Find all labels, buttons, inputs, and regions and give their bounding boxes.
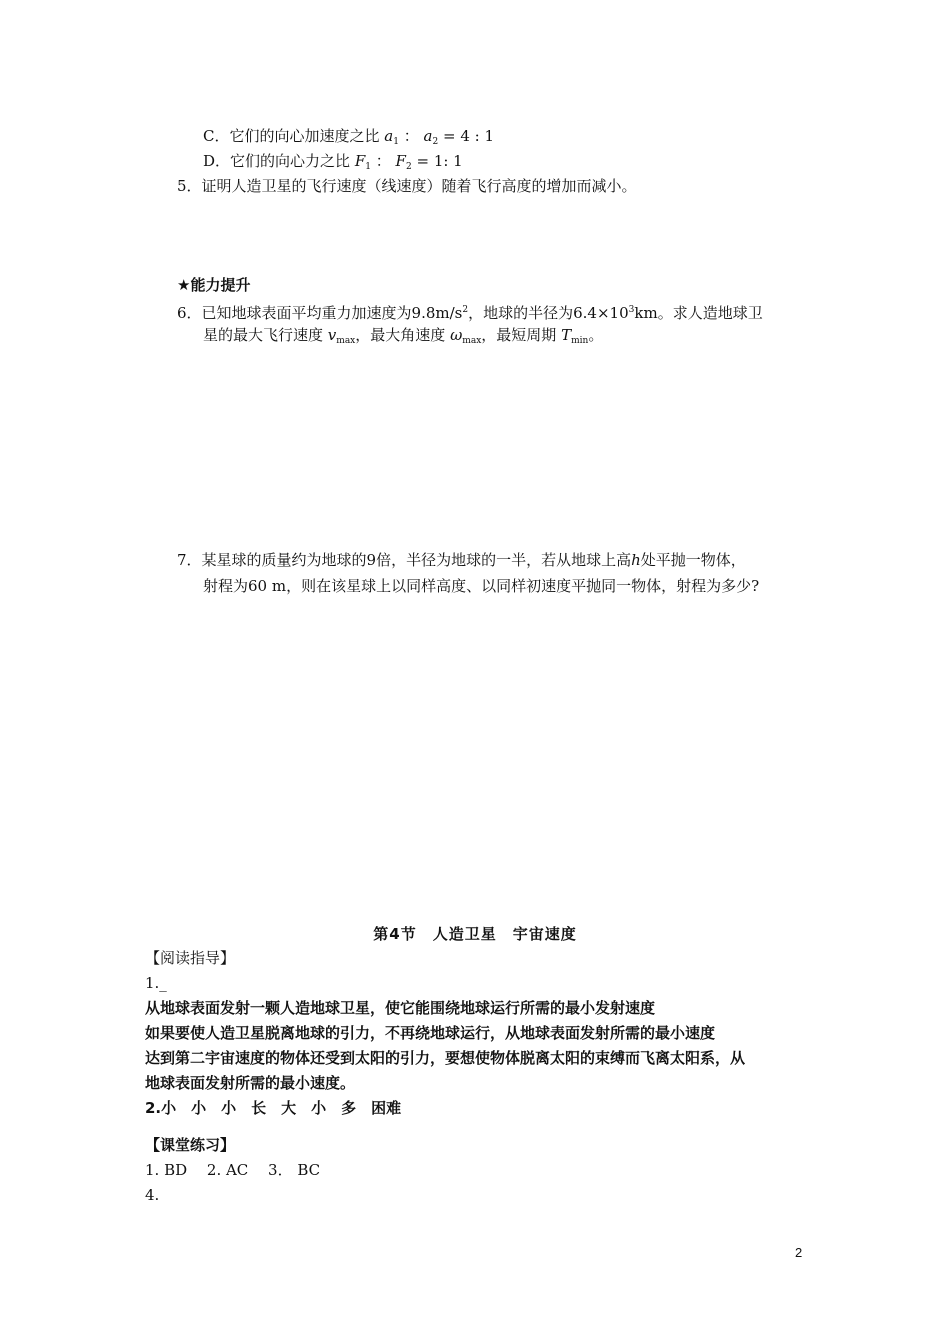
colon: ：: [375, 152, 391, 170]
q6-text-f: ，最短周期: [481, 326, 557, 344]
symbol-a2: a: [423, 127, 433, 145]
symbol-v: v: [327, 326, 337, 344]
subscript-min: min: [571, 336, 589, 346]
reading-guide-line-1: 从地球表面发射一颗人造地球卫星，使它能围绕地球运行所需的最小发射速度: [145, 999, 656, 1017]
symbol-f2: F: [395, 152, 406, 170]
answer-section-title: 第4节 人造卫星 宇宙速度: [373, 925, 577, 943]
q6-text-e: ，最大角速度: [355, 326, 446, 344]
subscript-max: max: [336, 336, 356, 346]
symbol-t: T: [561, 326, 572, 344]
q6-text-c: km。求人造地球卫: [634, 304, 763, 322]
q4-option-c: [203, 125, 494, 153]
question-5: 5．证明人造卫星的飞行速度（线速度）随着飞行高度的增加而减小。: [177, 177, 637, 195]
q6-text-b: ，地球的半径为6.4×10: [468, 304, 629, 322]
q6-text-a: 6．已知地球表面平均重力加速度为9.8m/s: [177, 304, 463, 322]
superscript: 2: [462, 305, 469, 315]
subscript-2: 2: [405, 162, 412, 172]
symbol-omega: ω: [450, 326, 463, 344]
q6-text-g: 。: [588, 326, 604, 344]
class-practice-heading: 【课堂练习】: [145, 1136, 236, 1154]
class-practice-answers: 1. BD 2. AC 3． BC: [145, 1161, 321, 1179]
option-d-text: D．它们的向心力之比: [203, 152, 351, 170]
reading-guide-line-2: 如果要使人造卫星脱离地球的引力，不再绕地球运行，从地球表面发射所需的最小速度: [145, 1024, 716, 1042]
colon: ：: [403, 127, 419, 145]
subscript-max: max: [462, 336, 482, 346]
q4-option-d: [203, 150, 463, 178]
superscript: 3: [628, 305, 635, 315]
symbol-a1: a: [384, 127, 394, 145]
reading-guide-line-4: 地球表面发射所需的最小速度。: [145, 1074, 356, 1092]
page-number: 2: [795, 1245, 803, 1260]
ratio-value: = 1: 1: [416, 152, 463, 170]
question-7-line-1: [177, 549, 746, 571]
section-ability-heading: ★能力提升: [177, 276, 251, 294]
subscript-1: 1: [393, 137, 399, 147]
ratio-value: = 4 : 1: [443, 127, 495, 145]
option-c-text: C．它们的向心加速度之比: [203, 127, 380, 145]
reading-guide-heading: 【阅读指导】: [145, 949, 236, 967]
reading-guide-item-1: 1._: [145, 974, 167, 992]
question-6-line-1: [177, 299, 763, 324]
subscript-1: 1: [365, 162, 371, 172]
q6-text-d: 星的最大飞行速度: [203, 326, 324, 344]
q7-text-a: 7．某星球的质量约为地球的9倍，半径为地球的一半，若从地球上高: [177, 551, 632, 569]
question-6-line-2: [203, 324, 603, 352]
question-7-line-2: 射程为60 m，则在该星球上以同样高度、以同样初速度平抛同一物体，射程为多少?: [203, 577, 760, 595]
reading-guide-item-2: 2.小 小 小 长 大 小 多 困难: [145, 1099, 402, 1117]
symbol-h: h: [631, 551, 641, 569]
q7-text-b: 处平抛一物体，: [640, 551, 746, 569]
subscript-2: 2: [432, 137, 439, 147]
symbol-f1: F: [354, 152, 366, 170]
class-practice-item-4: 4.: [145, 1186, 160, 1204]
reading-guide-line-3: 达到第二宇宙速度的物体还受到太阳的引力，要想使物体脱离太阳的束缚而飞离太阳系，从: [145, 1049, 746, 1067]
